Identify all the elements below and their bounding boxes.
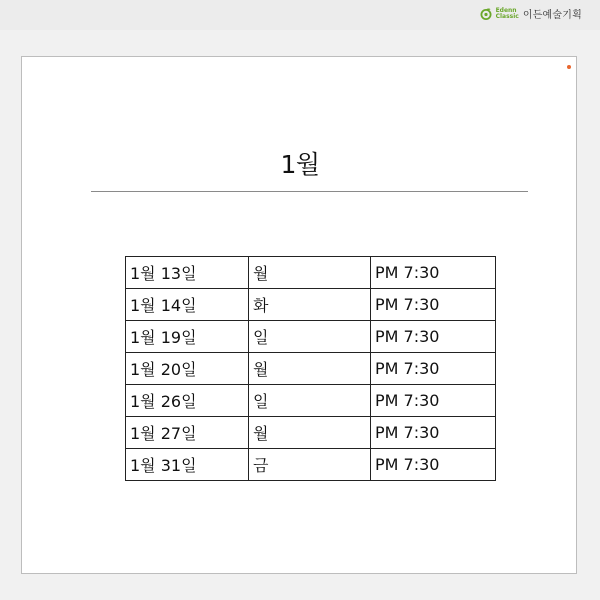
brand-sub-line1: Edenn (495, 6, 517, 14)
table-row (126, 321, 496, 353)
page-title: 1월 (280, 150, 320, 179)
table-row (126, 257, 496, 289)
day-cell: 월 (249, 353, 371, 385)
time-cell: PM 7:30 (371, 289, 496, 321)
table-row (126, 289, 496, 321)
time-cell: PM 7:30 (371, 321, 496, 353)
date-cell: 1월 27일 (126, 417, 249, 449)
day-cell: 일 (249, 321, 371, 353)
schedule-sheet (21, 56, 577, 574)
brand-leaf-icon (480, 8, 492, 20)
day-cell: 화 (249, 289, 371, 321)
date-cell: 1월 13일 (126, 257, 249, 289)
brand-name: 이든예술기획 (522, 10, 582, 21)
brand-sub-line2: Classic (495, 12, 519, 20)
accent-dot (567, 65, 571, 69)
title-divider (91, 191, 528, 192)
date-cell: 1월 20일 (126, 353, 249, 385)
day-cell: 월 (249, 417, 371, 449)
date-cell: 1월 19일 (126, 321, 249, 353)
time-cell: PM 7:30 (371, 417, 496, 449)
time-cell: PM 7:30 (371, 449, 496, 481)
schedule-table (125, 256, 496, 481)
brand-logo[interactable] (480, 6, 582, 21)
date-cell: 1월 31일 (126, 449, 249, 481)
day-cell: 일 (249, 385, 371, 417)
time-cell: PM 7:30 (371, 353, 496, 385)
brand-sub-text (496, 8, 519, 20)
top-bar (0, 0, 600, 30)
time-cell: PM 7:30 (371, 257, 496, 289)
table-row (126, 353, 496, 385)
date-cell: 1월 14일 (126, 289, 249, 321)
table-row (126, 417, 496, 449)
table-row (126, 449, 496, 481)
table-row (126, 385, 496, 417)
day-cell: 월 (249, 257, 371, 289)
day-cell: 금 (249, 449, 371, 481)
date-cell: 1월 26일 (126, 385, 249, 417)
time-cell: PM 7:30 (371, 385, 496, 417)
